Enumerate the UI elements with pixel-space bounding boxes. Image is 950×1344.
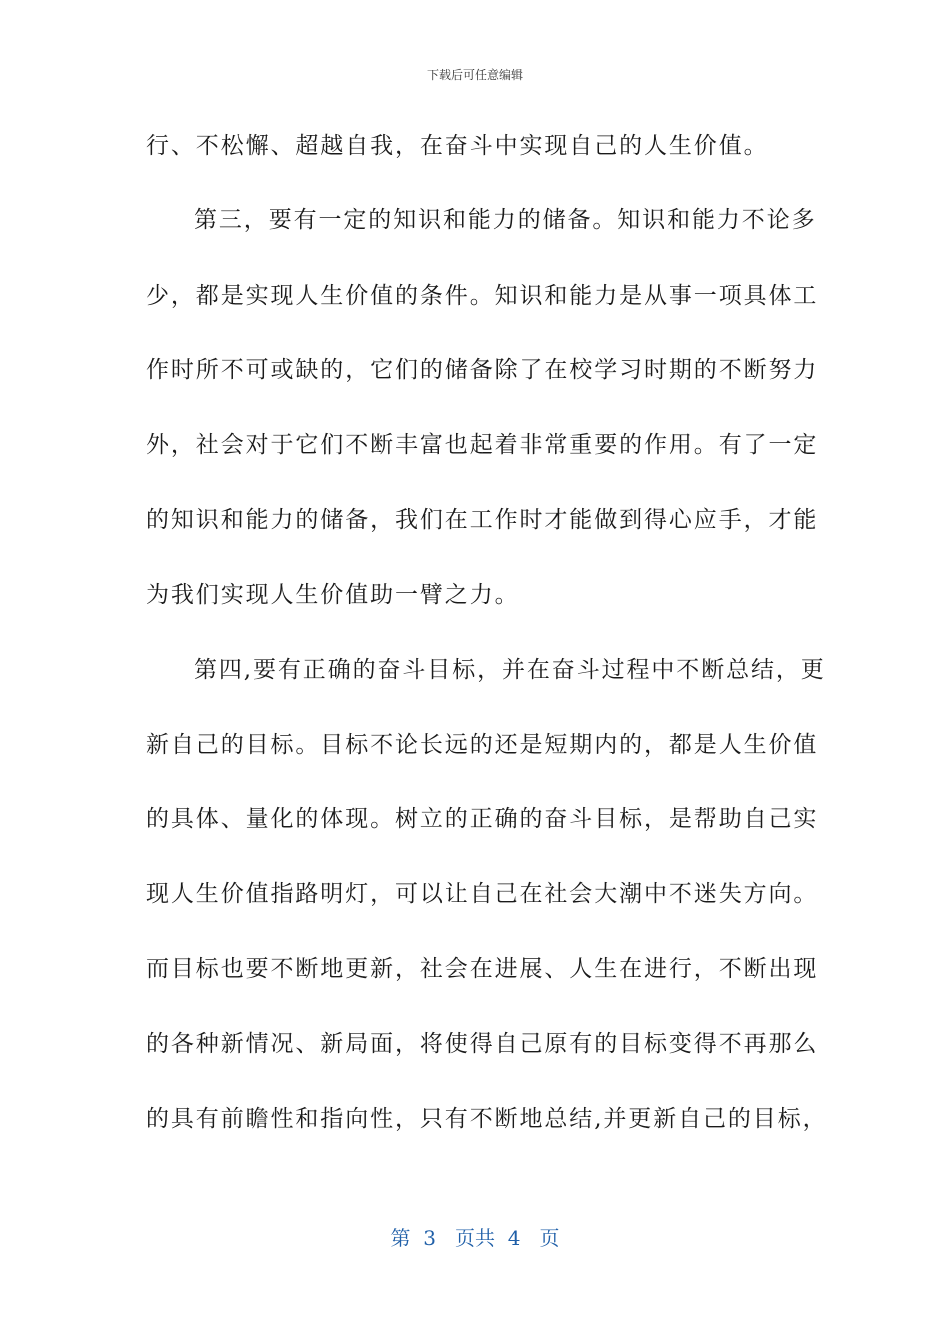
text-line: 的各种新情况、新局面，将使得自己原有的目标变得不再那么 [146, 1031, 819, 1057]
page-footer: 第 3 页共 4 页 [390, 1226, 560, 1250]
text-line: 的知识和能力的储备，我们在工作时才能做到得心应手，才能 [146, 507, 819, 533]
text-line: 现人生价值指路明灯，可以让自己在社会大潮中不迷失方向。 [146, 881, 819, 907]
paragraph-start-line: 第三，要有一定的知识和能力的储备。知识和能力不论多 [194, 207, 817, 233]
text-line: 的具体、量化的体现。树立的正确的奋斗目标，是帮助自己实 [146, 806, 819, 832]
text-line: 为我们实现人生价值助一臂之力。 [146, 582, 520, 608]
text-line: 少，都是实现人生价值的条件。知识和能力是从事一项具体工 [146, 283, 819, 309]
paragraph-start-line: 第四,要有正确的奋斗目标，并在奋斗过程中不断总结，更 [194, 657, 826, 683]
text-line: 新自己的目标。目标不论长远的还是短期内的，都是人生价值 [146, 732, 819, 758]
page-header: 下载后可任意编辑 [426, 68, 523, 82]
text-line: 而目标也要不断地更新，社会在进展、人生在进行，不断出现 [146, 956, 819, 982]
text-line: 外，社会对于它们不断丰富也起着非常重要的作用。有了一定 [146, 432, 819, 458]
text-line: 行、不松懈、超越自我，在奋斗中实现自己的人生价值。 [146, 133, 769, 159]
text-line: 的具有前瞻性和指向性，只有不断地总结,并更新自己的目标， [146, 1106, 828, 1132]
text-line: 作时所不可或缺的，它们的储备除了在校学习时期的不断努力 [146, 357, 819, 383]
